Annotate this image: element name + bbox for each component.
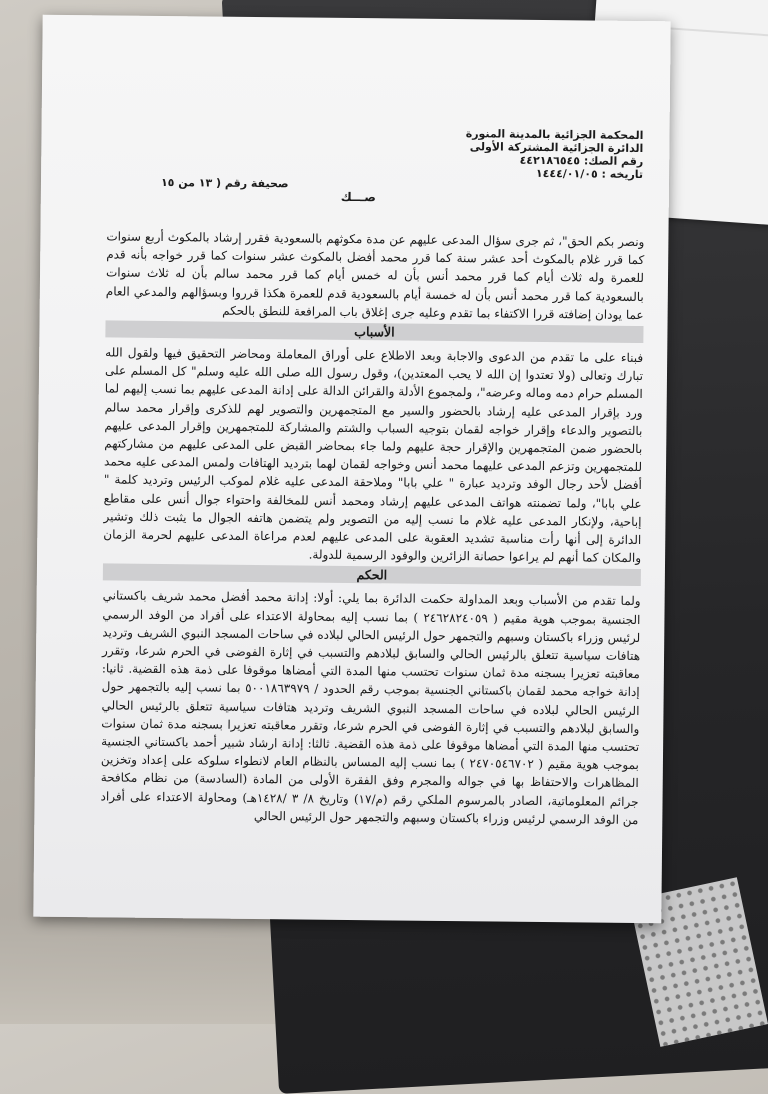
document-body	[100, 227, 644, 829]
page-number: صحيفة رقم ( ١٣ من ١٥	[160, 175, 289, 191]
document-header	[343, 126, 644, 181]
circuit-name: الدائرة الجزائية المشتركة الأولى	[469, 140, 644, 156]
verdict-paragraph: ولما تقدم من الأسباب وبعد المداولة حكمت الدائرة بما يلي: أولا: إدانة محمد أفضل محمد شريف باكستاني الجنسية بموجب هوية مقيم ( ٢٤٦٢٨٢٤٠٥٩ ) بما نسب إليه بمحاولة الاعتداء على أفراد من الوفد الرسمي لرئيس وزراء باكستان وسبهم والتجمهر حول الرئيس الحالي لبلاده في ساحات المسجد النبوي الشريف وترديد هتافات سياسية تتعلق بالرئيس الحالي والسابق لبلادهم والتسبب في إثارة الفوضى في الحرم شرعا، وتقرر معاقبته تعزيرا بسجنه مدة ثمان سنوات تحتسب منها المدة التي أمضاها موقوفا على ذمة هذه القضية. ثانيا: إدانة خواجه محمد لقمان باكستاني الجنسية بموجب رقم الحدود / ٥٠٠١٨٦٣٩٧٩ بما نسب إليه بالتجمهر حول الرئيس الحالي لبلاده في ساحات المسجد النبوي الشريف وترديد هتافات سياسية تتعلق بالرئيس الحالي والسابق لبلادهم والتسبب في إثارة الفوضى في الحرم شرعا، وتقرر معاقبته تعزيرا بسجنه مدة ثمان سنوات تحتسب منها المدة التي أمضاها موقوفا على ذمة هذه القضية. ثالثا: إدانة ارشاد شبير أحمد باكستاني الجنسية بموجب هوية مقيم ( ٢٤٧٠٥٤٦٧٠٢ ) بما نسب إليه المساس بالنظام العام لانطواء سلوكه على إعداد وتخزين المظاهرات والاحتفاظ بها في جواله والمجرم وفق الفقرة الأولى من المادة (السادسة) من نظام مكافحة جرائم المعلوماتية، الصادر بالمرسوم الملكي رقم (م/١٧) وتاريخ ٨/ ٣ /١٤٢٨هـ) ومحاولة الاعتداء على أفراد من الوفد الرسمي لرئيس وزراء باكستان وسبهم والتجمهر حول الرئيس الحالي	[100, 588, 641, 827]
intro-paragraph: ونصر بكم الحق"، ثم جرى سؤال المدعى عليهم عن مدة مكوثهم بالسعودية فقرر إرشاد بالمكوث أربع سنوات كما قرر غلام بالمكوث أحد عشر سنة كما قرر محمد أفضل بالمكوث عشر سنوات كما قرر خواجه بأنه قدم للعمرة وله ثلاث أيام كما قرر محمد أنس بأن له خمس أيام كما قرر محمد سالم بأن له ثلاث سنوات بالسعودية كما قرر محمد أنس بأن له خمسة أيام بالسعودية قدم للعمرة هكذا قرروا وبسؤالهم والمدعي العام عما يودان إضافته قررا الاكتفاء بما تقدم وعليه جرى إغلاق باب المرافعة للنطق بالحكم	[105, 229, 645, 322]
case-number: رقم الصك: ٤٤٢١٨٦٥٤٥	[519, 153, 644, 169]
floor-shadow	[0, 914, 300, 1024]
document-page	[33, 15, 670, 924]
case-date: تاريخه : ١٤٤٤/٠١/٠٥	[535, 166, 644, 182]
section-heading-verdict: الحكم	[103, 564, 641, 587]
section-heading-reasons: الأسباب	[105, 320, 643, 343]
court-name: المحكمة الجزائية بالمدينة المنورة	[465, 127, 644, 143]
reasons-paragraph: فبناء على ما تقدم من الدعوى والاجابة وبعد الاطلاع على أوراق المعاملة ومحاضر التحقيق فيها ولقول الله تبارك وتعالى (ولا تعتدوا إن الله لا يحب المعتدين)، وقول رسول الله صلى الله عليه وسلم" كل المسلم على المسلم حرام دمه وماله وعرضه"، ولمجموع الأدلة والقرائن الدالة على إدانة المدعى عليهم بما نسب إليهم لما ورد بإقرار المدعى عليه إرشاد بالحضور والسير مع المتجمهرين والتصوير لهم للذكرى وإقرار محمد سالم بالتصوير والدعاء وإقرار خواجه لقمان بتوجيه السباب والشتم والمشاركة للمتجمهرين وإقرار المدعى عليهم بالحضور ضمن المتجمهرين والإقرار حجة عليهم ولما جاء بمحاضر القبض على المدعى عليهم من مشاركتهم للمتجمهرين وتزعم المدعى عليهما محمد أنس وخواجه لقمان لهما بترديد الهتافات ولمس المدعى عليه محمد أفضل لأحد رجال الوفد وترديد عبارة " علي بابا" وملاحقة المدعى عليه غلام لموكب الرئيس وترديد كلمة " علي بابا"، ولما تضمنته هواتف المدعى عليهم إرشاد ومحمد أنس للمخالفة واحتواء جوال أنس على مقاطع إباحية، ولإنكار المدعى عليه غلام ما نسب إليه من التصوير ولم يتضمن هاتفه الجوال ما يثبت ذلك وتشير الدائرة إلى أنها رأت مناسبة تشديد العقوبة على المدعى عليهم لعدم مراعاة المدعى عليهم لحرمة الزمان والمكان كما أنهم لم يراعوا حصانة الزائرين والوفود الرسمية للدولة.	[103, 345, 644, 566]
deed-label: صـــك	[340, 189, 376, 205]
